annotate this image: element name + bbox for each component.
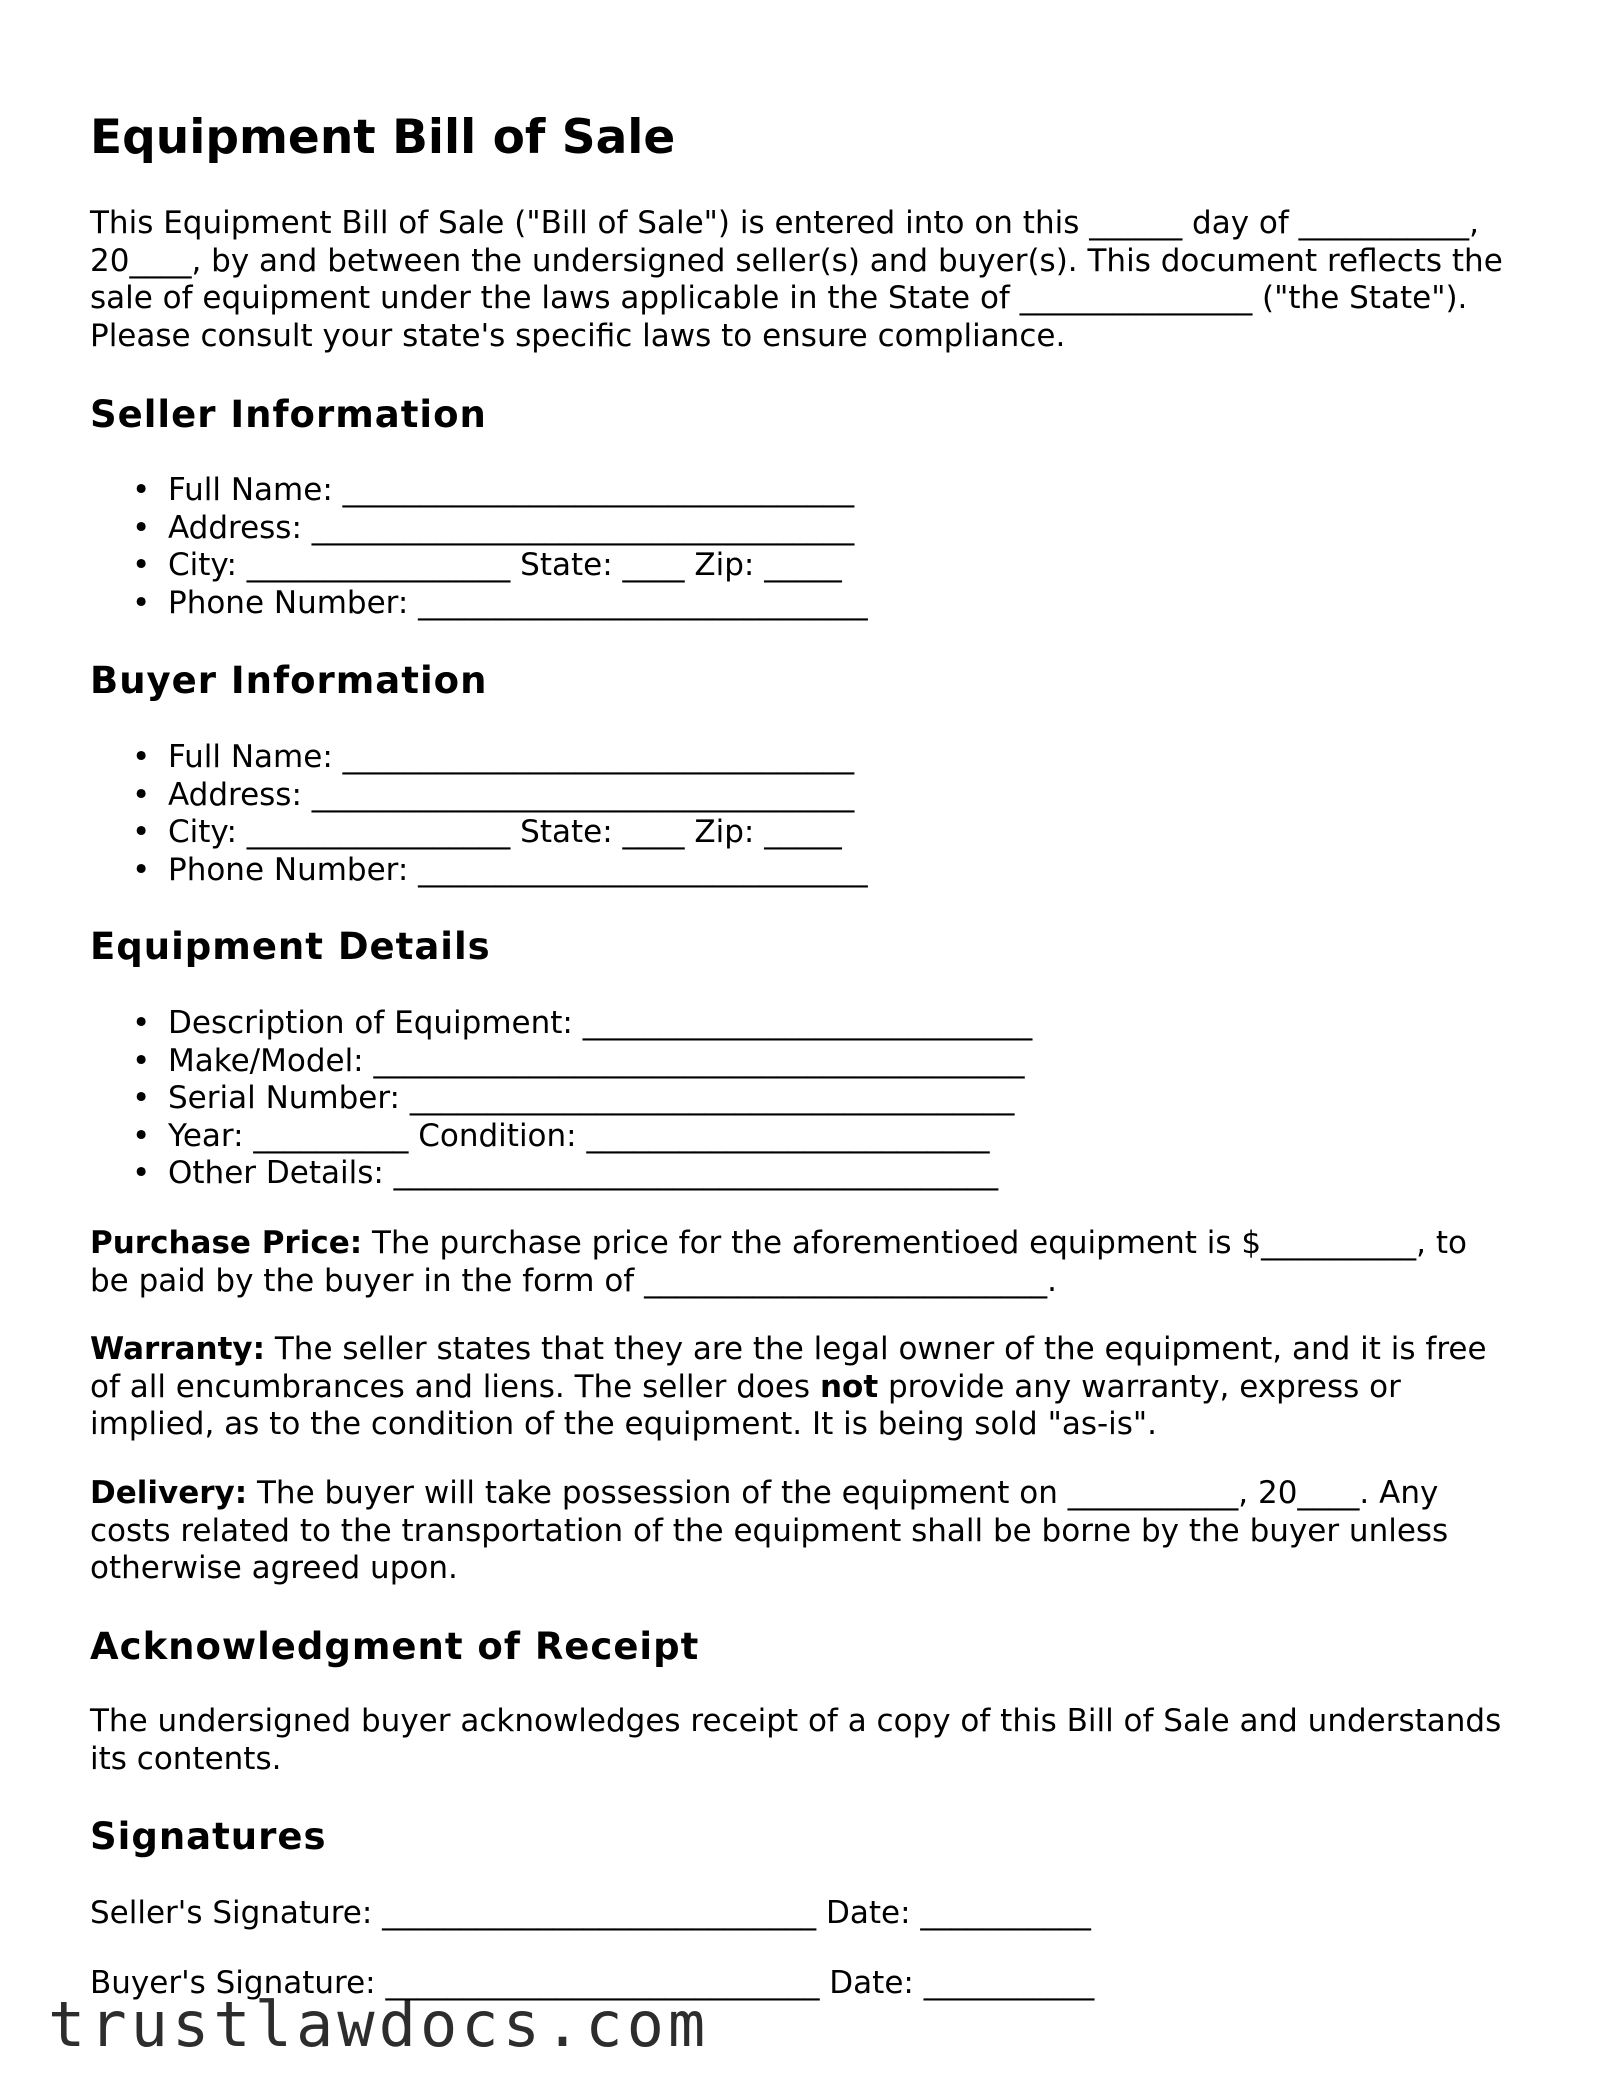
warranty-paragraph bbox=[90, 1331, 1550, 1444]
delivery-text: costs related to the transportation of the equipment shall be borne by the buyer unless bbox=[90, 1512, 1449, 1549]
warranty-text: The seller states that they are the legal owner of the equipment, and it is free bbox=[265, 1331, 1487, 1367]
intro-paragraph bbox=[90, 205, 1550, 355]
equipment-fields bbox=[90, 1005, 1032, 1193]
seller-full-name-field[interactable]: • Full Name: _________________________________ bbox=[90, 472, 868, 510]
purchase-price-label: Purchase Price: bbox=[90, 1225, 363, 1261]
seller-heading: Seller Information bbox=[90, 393, 487, 436]
delivery-text: otherwise agreed upon. bbox=[90, 1550, 458, 1586]
seller-city-state-zip-field[interactable]: • City: _________________ State: ____ Zip: _____ bbox=[90, 547, 868, 585]
acknowledgment-text: The undersigned buyer acknowledges receipt of a copy of this Bill of Sale and understands bbox=[90, 1703, 1502, 1739]
intro-line: Please consult your state's specific laws to ensure compliance. bbox=[90, 317, 1066, 354]
purchase-price-text: The purchase price for the aforementioed equipment is $__________, to bbox=[362, 1225, 1467, 1261]
watermark-text: trustlawdocs.com bbox=[48, 1988, 710, 2061]
document-title: Equipment Bill of Sale bbox=[90, 110, 676, 165]
buyer-full-name-field[interactable]: • Full Name: _________________________________ bbox=[90, 739, 868, 777]
warranty-text: implied, as to the condition of the equipment. It is being sold "as-is". bbox=[90, 1406, 1158, 1442]
warranty-text: of all encumbrances and liens. The seller does bbox=[90, 1368, 820, 1405]
purchase-price-text: be paid by the buyer in the form of __________________________. bbox=[90, 1262, 1057, 1299]
equipment-serial-field[interactable]: • Serial Number: _______________________________________ bbox=[90, 1080, 1032, 1118]
seller-address-field[interactable]: • Address: ___________________________________ bbox=[90, 510, 868, 548]
buyer-heading: Buyer Information bbox=[90, 659, 488, 702]
seller-phone-field[interactable]: • Phone Number: _____________________________ bbox=[90, 585, 868, 623]
buyer-city-state-zip-field[interactable]: • City: _________________ State: ____ Zip: _____ bbox=[90, 814, 868, 852]
acknowledgment-text: its contents. bbox=[90, 1740, 282, 1777]
acknowledgment-paragraph bbox=[90, 1703, 1550, 1778]
seller-fields bbox=[90, 472, 868, 622]
delivery-label: Delivery: bbox=[90, 1475, 248, 1511]
intro-line: sale of equipment under the laws applicable in the State of _______________ ("the State"). bbox=[90, 280, 1468, 316]
equipment-heading: Equipment Details bbox=[90, 925, 491, 968]
equipment-description-field[interactable]: • Description of Equipment: _____________________________ bbox=[90, 1005, 1032, 1043]
delivery-text: The buyer will take possession of the equipment on ___________, 20____. Any bbox=[247, 1475, 1439, 1511]
seller-signature-line[interactable]: Seller's Signature: ____________________________ Date: ___________ bbox=[90, 1895, 1091, 1931]
purchase-price-paragraph bbox=[90, 1225, 1550, 1300]
buyer-phone-field[interactable]: • Phone Number: _____________________________ bbox=[90, 852, 868, 890]
buyer-fields bbox=[90, 739, 868, 889]
buyer-address-field[interactable]: • Address: ___________________________________ bbox=[90, 777, 868, 815]
acknowledgment-heading: Acknowledgment of Receipt bbox=[90, 1625, 700, 1668]
warranty-label: Warranty: bbox=[90, 1331, 265, 1367]
delivery-paragraph bbox=[90, 1475, 1550, 1588]
buyer-signature-line[interactable]: Buyer's Signature: ____________________________ Date: ___________ bbox=[90, 1965, 1095, 2001]
equipment-year-condition-field[interactable]: • Year: __________ Condition: __________________________ bbox=[90, 1118, 1032, 1156]
equipment-make-model-field[interactable]: • Make/Model: __________________________________________ bbox=[90, 1043, 1032, 1081]
warranty-text: provide any warranty, express or bbox=[878, 1368, 1401, 1405]
intro-line: This Equipment Bill of Sale ("Bill of Sale") is entered into on this ______ day of ___________, bbox=[90, 205, 1480, 241]
warranty-emphasis: not bbox=[819, 1368, 879, 1405]
signatures-heading: Signatures bbox=[90, 1815, 327, 1858]
intro-line: 20____, by and between the undersigned seller(s) and buyer(s). This document reflects the bbox=[90, 242, 1503, 279]
equipment-other-details-field[interactable]: • Other Details: _______________________________________ bbox=[90, 1155, 1032, 1193]
